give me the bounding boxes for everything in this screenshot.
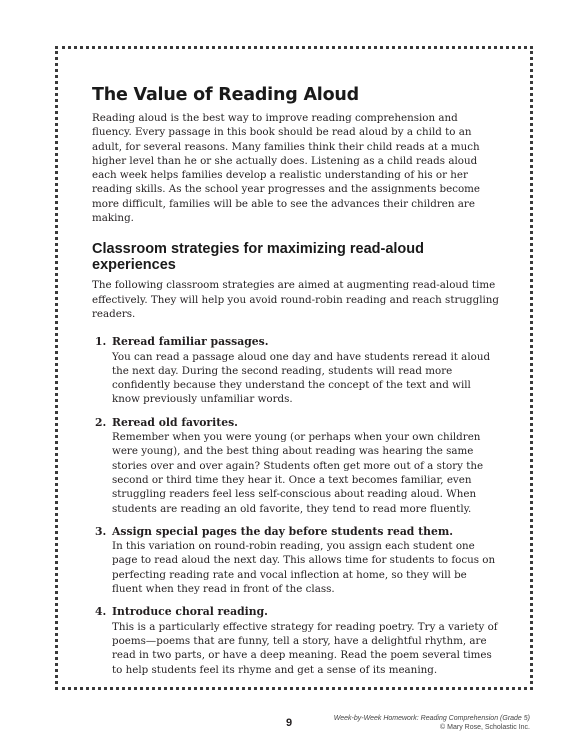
item-body: You can read a passage aloud one day and have students reread it aloud the next day. During the second reading, students will read more confidently because they understand the concept of the text and will know previously unfamiliar words. — [112, 350, 491, 406]
intro-paragraph: Reading aloud is the best way to improve reading comprehension and fluency. Every passage in this book should be read aloud by a child to an adult, for several reasons. Many families think their child reads at a much higher level than he or she actually does. Listening as a child reads aloud each week helps families develop a realistic understanding of his or her reading skills. As the school year progresses and the assignments become more difficult, families will be able to see the advances their children are making. — [92, 112, 481, 225]
section-intro: The following classroom strategies are aimed at augmenting read-aloud time effectively. They will help you avoid round-robin reading and reach struggling readers. — [92, 279, 499, 320]
credit-title: Week-by-Week Homework: Reading Comprehension (Grade 5) — [333, 715, 530, 722]
item-number: 1. — [95, 335, 107, 349]
item-number: 2. — [95, 415, 107, 429]
list-item — [92, 525, 500, 596]
item-heading: Assign special pages the day before students read them. — [112, 524, 454, 538]
item-heading: Reread old favorites. — [112, 415, 238, 429]
item-body: This is a particularly effective strategy for reading poetry. Try a variety of poems—poems that are funny, tell a story, have a delightful rhythm, are read in two parts, or have a deep meaning. Read the poem several times to help students feel its rhyme and get a sense of its meaning. — [112, 620, 498, 676]
credit-copyright: © Mary Rose, Scholastic Inc. — [440, 723, 530, 731]
item-number: 4. — [95, 605, 107, 619]
section-heading: Classroom strategies for maximizing read-aloud experiences — [92, 241, 424, 274]
item-number: 3. — [95, 524, 107, 538]
list-item — [92, 416, 500, 516]
footer-credit — [334, 715, 530, 732]
item-heading: Reread familiar passages. — [112, 335, 269, 349]
item-body: In this variation on round-robin reading, you assign each student one page to read aloud the next day. This allows time for students to focus on perfecting reading rate and vocal inflection at home, so they will be fluent when they read in front of the class. — [112, 540, 496, 596]
page-title: The Value of Reading Aloud — [92, 85, 360, 105]
strategy-list — [92, 335, 500, 677]
item-body: Remember when you were young (or perhaps when your own children were young), and the best thing about reading was hearing the same stories over and over again? Students often get more out of a story the second or third time they hear it. Once a text becomes familiar, even struggling readers feel less self-conscious about reading aloud. When students are reading an old favorite, they tend to read more fluently. — [112, 431, 484, 515]
page-number: 9 — [286, 717, 293, 729]
list-item — [92, 605, 500, 676]
page-content — [92, 85, 500, 686]
list-item — [92, 335, 500, 406]
item-heading: Introduce choral reading. — [112, 605, 268, 619]
